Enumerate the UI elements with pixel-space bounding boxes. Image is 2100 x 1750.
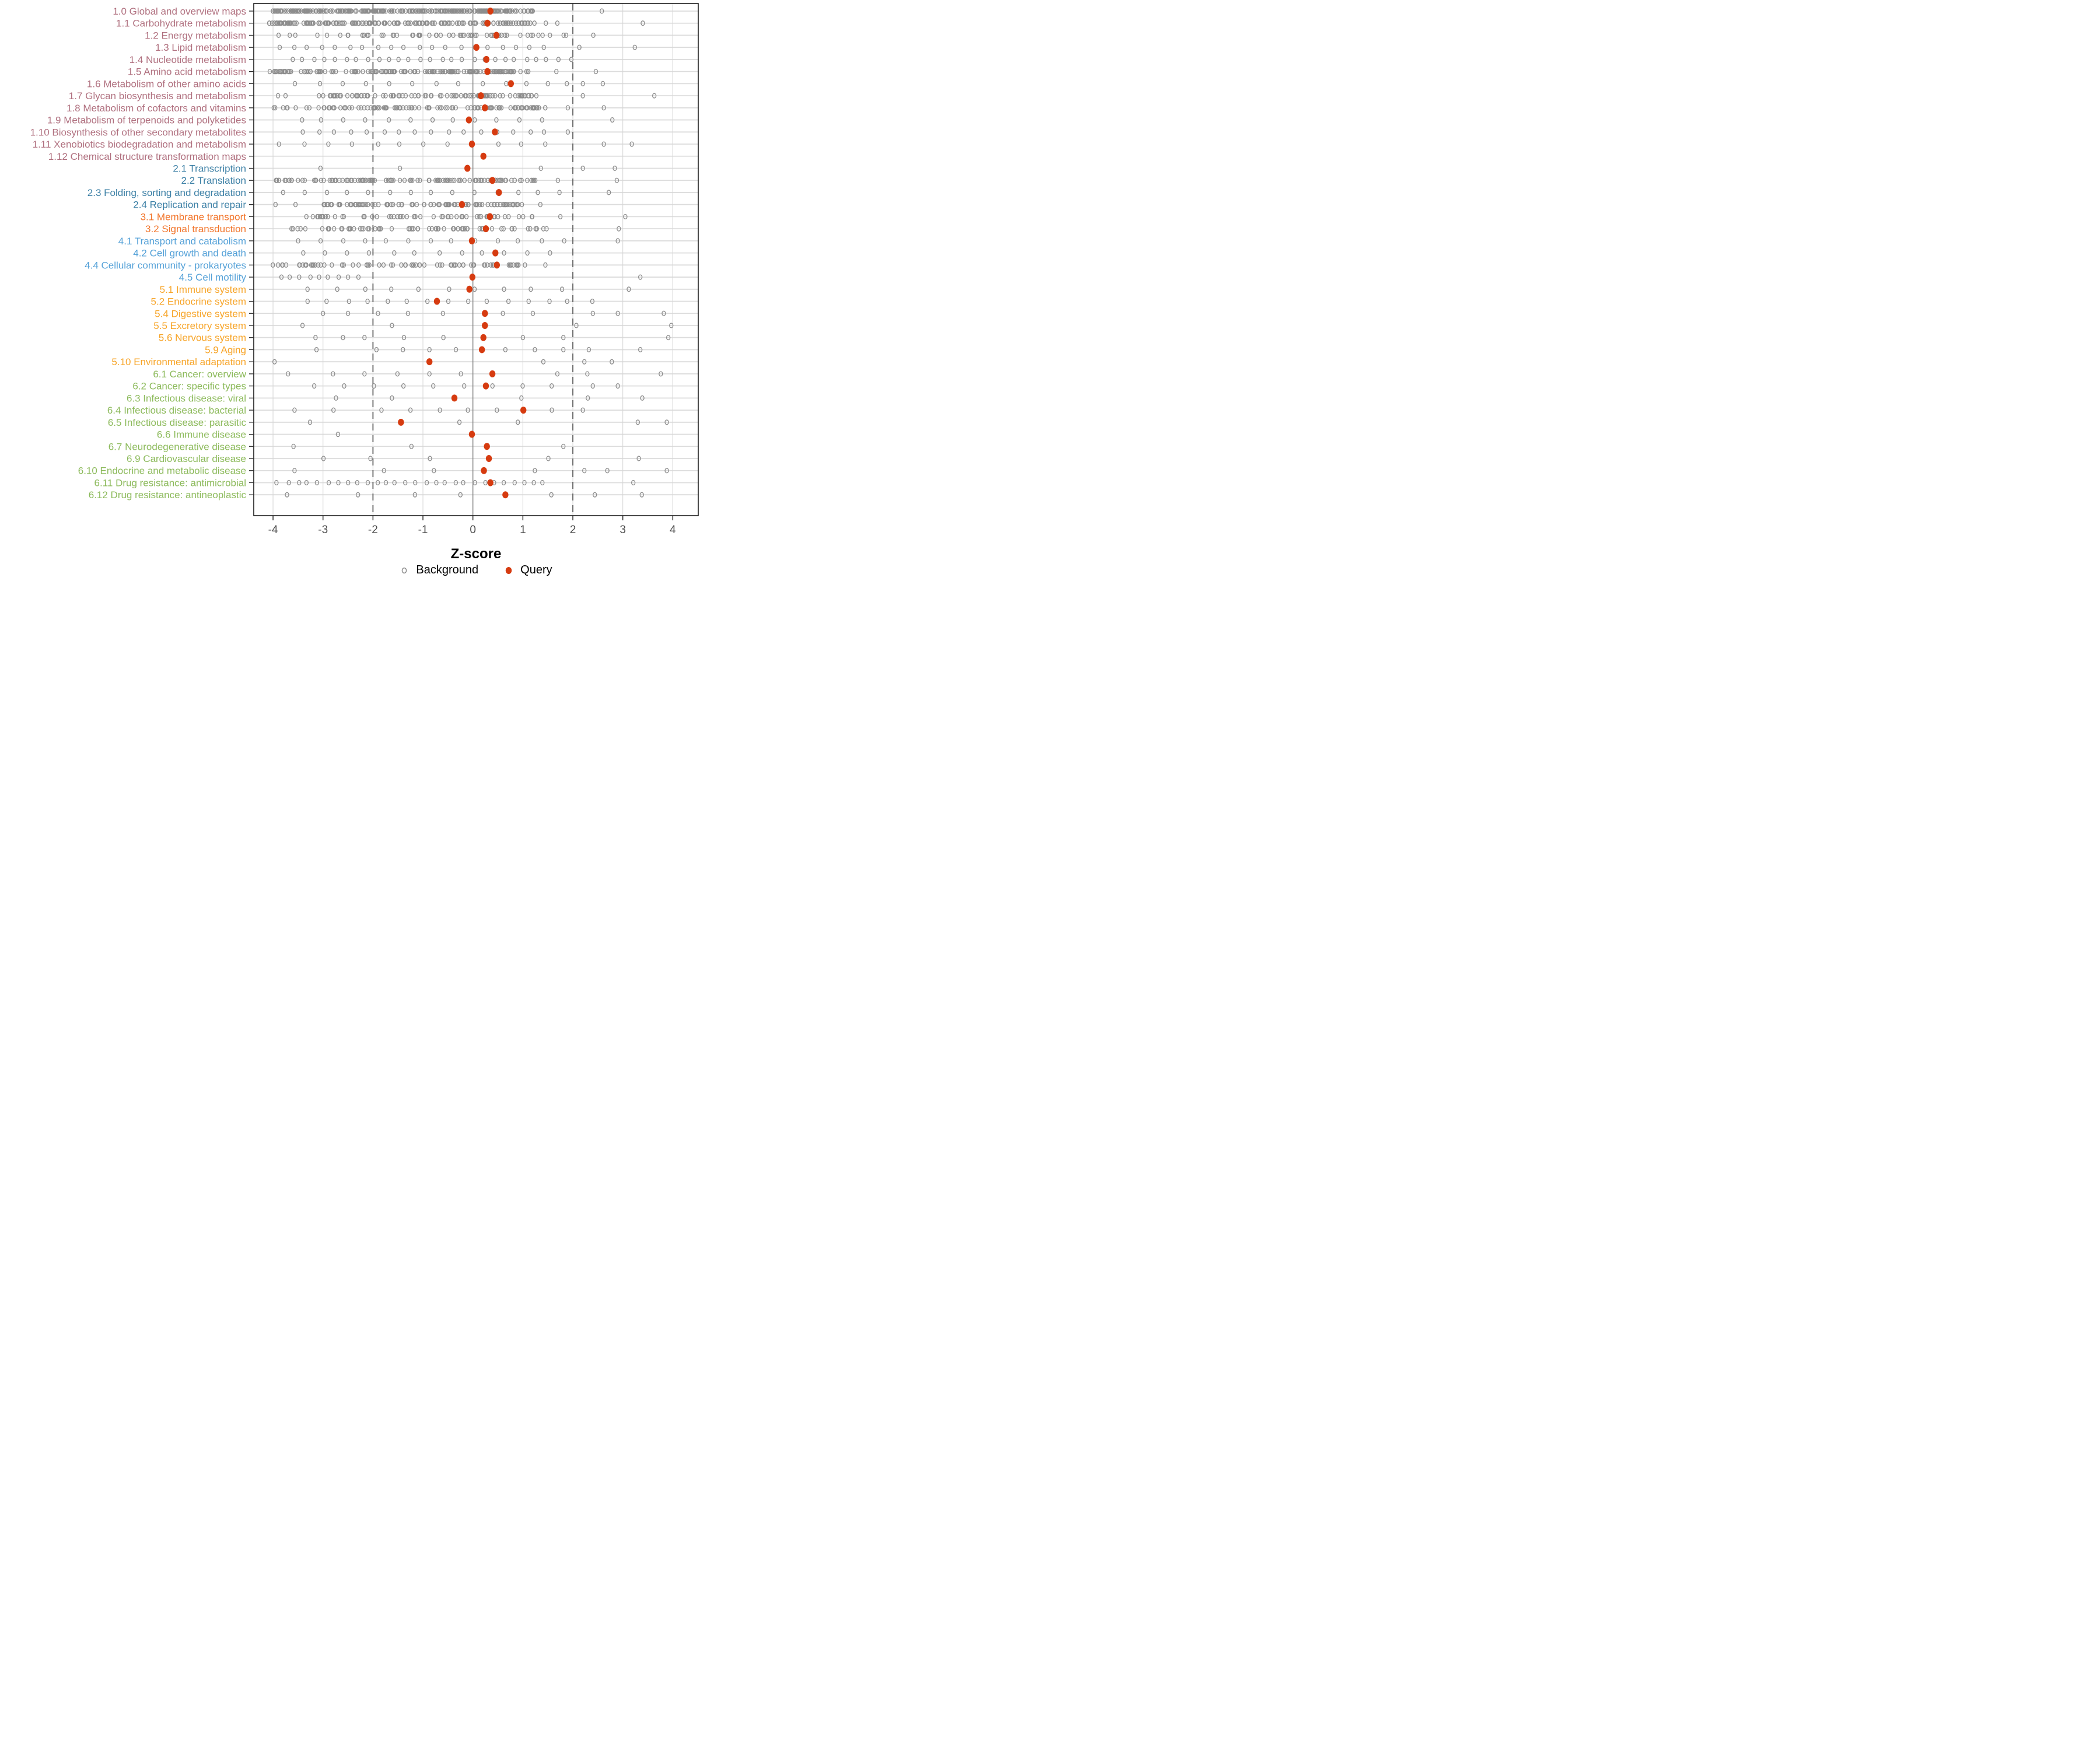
query-point	[487, 213, 493, 220]
y-axis-label: 1.6 Metabolism of other amino acids	[86, 78, 246, 90]
y-axis-label: 5.2 Endocrine system	[150, 296, 246, 307]
query-point	[484, 443, 489, 450]
y-axis-label: 5.5 Excretory system	[153, 320, 246, 331]
y-axis-label: 1.4 Nucleotide metabolism	[129, 54, 246, 65]
query-point	[494, 32, 499, 38]
query-point	[469, 431, 475, 438]
chart-svg	[0, 0, 700, 583]
legend-label-background: Background	[416, 564, 479, 576]
y-axis-label: 1.0 Global and overview maps	[113, 6, 246, 17]
query-point	[520, 407, 526, 414]
query-point	[473, 44, 479, 51]
y-axis-label: 3.1 Membrane transport	[140, 211, 246, 223]
x-tick-label: -1	[418, 524, 428, 536]
query-point	[469, 141, 475, 148]
query-point	[486, 455, 492, 462]
query-point	[483, 225, 489, 232]
query-point	[467, 286, 473, 293]
y-axis-label: 6.9 Cardiovascular disease	[126, 453, 246, 465]
y-axis-label: 4.4 Cellular community - prokaryotes	[85, 260, 246, 271]
query-point	[484, 20, 490, 27]
x-tick-label: -2	[368, 524, 378, 536]
y-axis-label: 6.12 Drug resistance: antineoplastic	[88, 489, 246, 501]
x-tick-label: -3	[318, 524, 328, 536]
query-point	[434, 298, 440, 305]
y-axis-label: 6.1 Cancer: overview	[153, 368, 246, 380]
x-tick-label: 0	[470, 524, 476, 536]
y-axis-label: 1.8 Metabolism of cofactors and vitamins	[66, 102, 246, 114]
y-axis-label: 2.2 Translation	[181, 175, 246, 187]
y-axis-label: 6.5 Infectious disease: parasitic	[107, 416, 246, 428]
query-point	[508, 80, 514, 87]
y-axis-label: 6.10 Endocrine and metabolic disease	[78, 465, 246, 477]
query-point	[478, 92, 484, 99]
y-axis-label: 5.9 Aging	[205, 344, 246, 356]
query-point	[452, 394, 457, 401]
x-tick-label: 4	[670, 524, 676, 536]
y-axis-label: 6.11 Drug resistance: antimicrobial	[94, 477, 246, 489]
y-axis-label: 1.9 Metabolism of terpenoids and polyketides	[47, 114, 246, 126]
legend	[254, 564, 698, 577]
query-point	[502, 491, 508, 498]
query-point	[483, 383, 489, 390]
query-point	[398, 419, 404, 426]
query-point	[426, 358, 432, 365]
y-axis-label: 1.5 Amino acid metabolism	[127, 66, 246, 78]
y-axis-label: 1.7 Glycan biosynthesis and metabolism	[68, 90, 246, 102]
query-point	[496, 189, 502, 196]
y-axis-label: 1.10 Biosynthesis of other secondary metabolites	[30, 127, 246, 138]
y-axis-label: 5.4 Digestive system	[155, 308, 246, 320]
y-axis-label: 3.2 Signal transduction	[145, 223, 246, 235]
query-point	[492, 128, 498, 135]
query-point	[459, 201, 465, 208]
x-tick-label: -4	[268, 524, 278, 536]
y-axis-label: 5.1 Immune system	[159, 284, 246, 295]
query-marker-icon	[504, 566, 513, 575]
legend-item-query	[504, 564, 552, 577]
y-axis-label: 1.11 Xenobiotics biodegradation and metabolism	[32, 139, 246, 150]
background-marker-icon	[400, 566, 409, 575]
query-point	[482, 310, 488, 317]
query-point	[481, 467, 487, 474]
y-axis-label: 1.12 Chemical structure transformation maps	[48, 150, 246, 162]
legend-item-background	[400, 564, 478, 577]
y-axis-label: 4.1 Transport and catabolism	[118, 235, 246, 247]
query-point	[494, 261, 500, 268]
y-axis-label: 5.6 Nervous system	[158, 332, 246, 344]
y-axis-label: 1.2 Energy metabolism	[145, 30, 246, 41]
query-point	[479, 346, 485, 353]
y-axis-label: 2.1 Transcription	[173, 163, 246, 174]
y-axis-label: 1.1 Carbohydrate metabolism	[116, 18, 246, 29]
query-point	[466, 117, 472, 124]
y-axis-label: 6.3 Infectious disease: viral	[126, 393, 246, 404]
y-axis-label: 2.4 Replication and repair	[133, 199, 246, 211]
panel-border	[254, 4, 698, 516]
enrichment-dot-plot	[0, 0, 700, 583]
y-axis-label: 5.10 Environmental adaptation	[111, 356, 246, 368]
query-point	[470, 274, 475, 281]
query-point	[484, 56, 489, 63]
query-point	[469, 237, 475, 244]
y-axis-label: 4.2 Cell growth and death	[133, 247, 246, 259]
y-axis-label: 1.3 Lipid metabolism	[155, 42, 246, 54]
query-point	[482, 104, 488, 111]
query-point	[487, 479, 493, 486]
query-point	[489, 177, 495, 184]
y-axis-label: 2.3 Folding, sorting and degradation	[87, 187, 246, 198]
query-point	[492, 250, 498, 257]
y-axis-label: 6.4 Infectious disease: bacterial	[107, 405, 246, 416]
query-point	[489, 370, 495, 377]
x-tick-label: 2	[569, 524, 576, 536]
y-axis-label: 6.2 Cancer: specific types	[132, 380, 246, 392]
x-axis-title: Z-score	[450, 546, 502, 562]
y-axis-label: 6.6 Immune disease	[156, 429, 246, 440]
query-point	[480, 153, 486, 160]
query-point	[480, 334, 486, 341]
query-point	[464, 164, 470, 172]
x-tick-label: 3	[620, 524, 626, 536]
query-point	[487, 8, 493, 15]
legend-label-query: Query	[520, 564, 552, 576]
x-tick-label: 1	[520, 524, 526, 536]
y-axis-label: 4.5 Cell motility	[178, 272, 246, 284]
query-point	[482, 322, 488, 329]
query-point	[484, 68, 490, 75]
y-axis-label: 6.7 Neurodegenerative disease	[108, 441, 246, 453]
